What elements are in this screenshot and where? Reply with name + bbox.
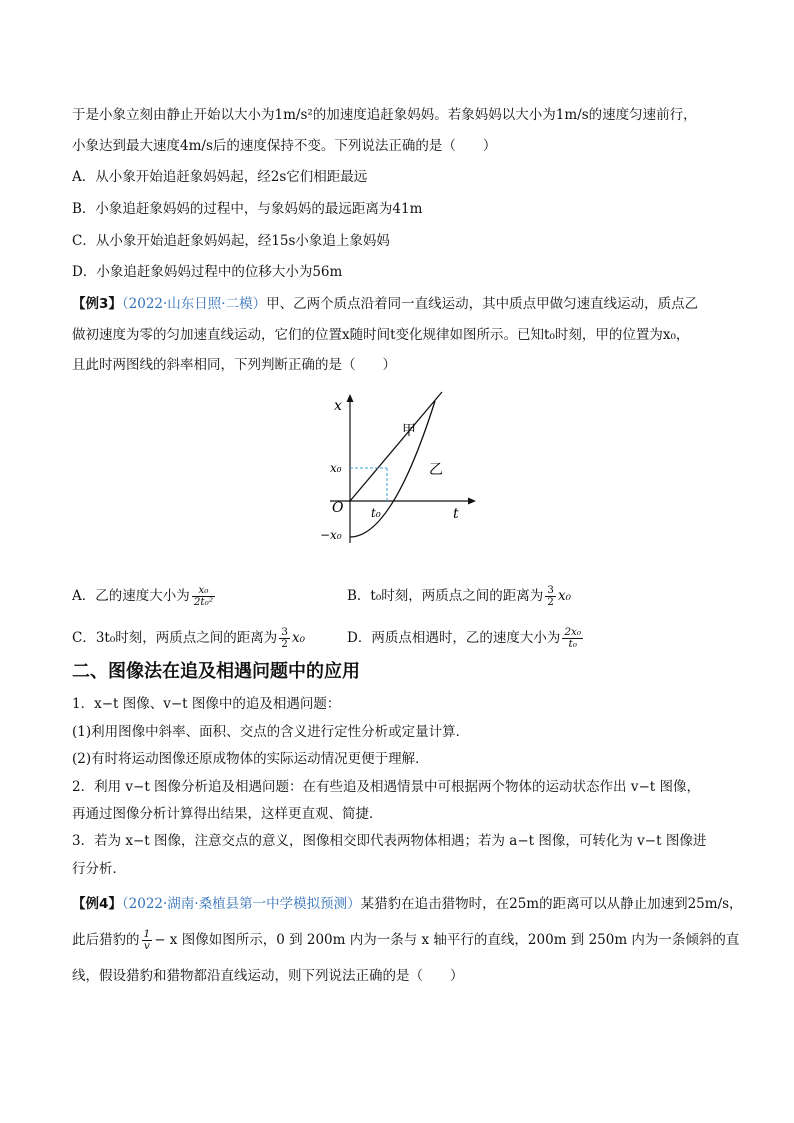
q3-c-fraction: $\frac{3}{2}$ [281, 626, 288, 650]
q3-a-fraction: $\frac{\text{x₀}}{\text{2t₀²}}$ [193, 584, 214, 608]
x-axis-label: x [334, 398, 342, 414]
q2-option-c: C．从小象开始追赶象妈妈起，经15s小象追上象妈妈 [72, 233, 390, 249]
example3-line-2: 做初速度为零的匀加速直线运动，它们的位置x随时间t变化规律如图所示。已知t₀时刻，甲的位置为x₀， [72, 327, 690, 343]
section2-p2: (1)利用图像中斜率、面积、交点的含义进行定性分析或定量计算． [72, 724, 470, 740]
example3-tag: 【例3】 [72, 296, 122, 312]
t-axis-label: t [453, 506, 459, 522]
curve-jia [350, 392, 442, 501]
example4-fraction: $\frac{1}{v}$ [143, 928, 151, 952]
q3-option-c: C．3t₀时刻，两质点之间的距离为 $\frac{3}{2}$ x₀ [72, 626, 305, 650]
t0-label: t₀ [371, 506, 381, 520]
t-axis-arrow-icon [468, 498, 476, 505]
x-axis-arrow-icon [347, 394, 354, 402]
origin-label: O [332, 500, 344, 516]
x0-label: x₀ [330, 461, 342, 475]
example4-line-3: 线，假设猎豹和猎物都沿直线运动，则下列说法正确的是（ ） [72, 968, 464, 984]
example4-source: （2022·湖南·桑植县第一中学模拟预测） [121, 896, 361, 912]
q3-option-b: B．t₀时刻，两质点之间的距离为 $\frac{3}{2}$ x₀ [347, 584, 571, 608]
example3-text-1: 甲、乙两个质点沿着同一直线运动，其中质点甲做匀速直线运动，质点乙 [266, 296, 699, 312]
example4-tag: 【例4】 [72, 896, 122, 912]
example3-line-1 [72, 294, 698, 314]
q3-option-d: D．两质点相遇时，乙的速度大小为 $\frac{\text{2x₀}}{\text{t₀}}$ [347, 626, 582, 650]
curve-yi [350, 401, 435, 537]
q3-d-fraction: $\frac{\text{2x₀}}{\text{t₀}}$ [564, 626, 582, 650]
section2-p4b: 再通过图像分析计算得出结果，这样更直观、简捷． [72, 806, 383, 822]
intro-line-2: 小象达到最大速度4m/s后的速度保持不变。下列说法正确的是（ ） [72, 138, 497, 154]
q3-option-a: A．乙的速度大小为 $\frac{\text{x₀}}{\text{2t₀²}}$ [72, 584, 214, 608]
section2-p4a: 2．利用 v−t 图像分析追及相遇问题：在有些追及相遇情景中可根据两个物体的运动状态作出 v−t 图像， [72, 779, 700, 795]
example4-text-1: 某猎豹在追击猎物时，在25m的距离可以从静止加速到25m/s， [360, 896, 743, 912]
q2-option-d: D．小象追赶象妈妈过程中的位移大小为56m [72, 264, 343, 280]
section2-p3: (2)有时将运动图像还原成物体的实际运动情况更便于理解． [72, 751, 429, 767]
example3-line-3: 且此时两图线的斜率相同，下列判断正确的是（ ） [72, 357, 396, 373]
example4-line-2: 此后猎豹的 $\frac{1}{v}$ − x 图像如图所示，0 到 200m 内为一条与 x 轴平行的直线，200m 到 250m 内为一条倾斜的直 [72, 928, 740, 952]
section2-p5a: 3．若为 x−t 图像，注意交点的意义，图像相交即代表两物体相遇；若为 a−t 图像，可转化为 v−t 图像进 [72, 833, 707, 849]
q2-option-b: B．小象追赶象妈妈的过程中，与象妈妈的最远距离为41m [72, 201, 423, 217]
yi-label: 乙 [429, 462, 443, 478]
section2-p1: 1．x−t 图像、v−t 图像中的追及相遇问题： [72, 696, 341, 712]
jia-label: 甲 [402, 423, 416, 439]
section2-p5b: 行分析． [72, 861, 126, 877]
example4-line-1 [72, 894, 743, 914]
q2-option-a: A．从小象开始追赶象妈妈起，经2s它们相距最远 [72, 169, 368, 185]
intro-line-1: 于是小象立刻由静止开始以大小为1m/s²的加速度追赶象妈妈。若象妈妈以大小为1m/s的速度匀速前行， [72, 107, 697, 123]
neg-x0-label: −x₀ [320, 528, 342, 542]
section-2-title: 二、图像法在追及相遇问题中的应用 [72, 661, 360, 682]
x-t-graph [320, 388, 480, 548]
q3-b-fraction: $\frac{3}{2}$ [547, 584, 554, 608]
example3-source: （2022·山东日照·二模） [121, 296, 267, 312]
